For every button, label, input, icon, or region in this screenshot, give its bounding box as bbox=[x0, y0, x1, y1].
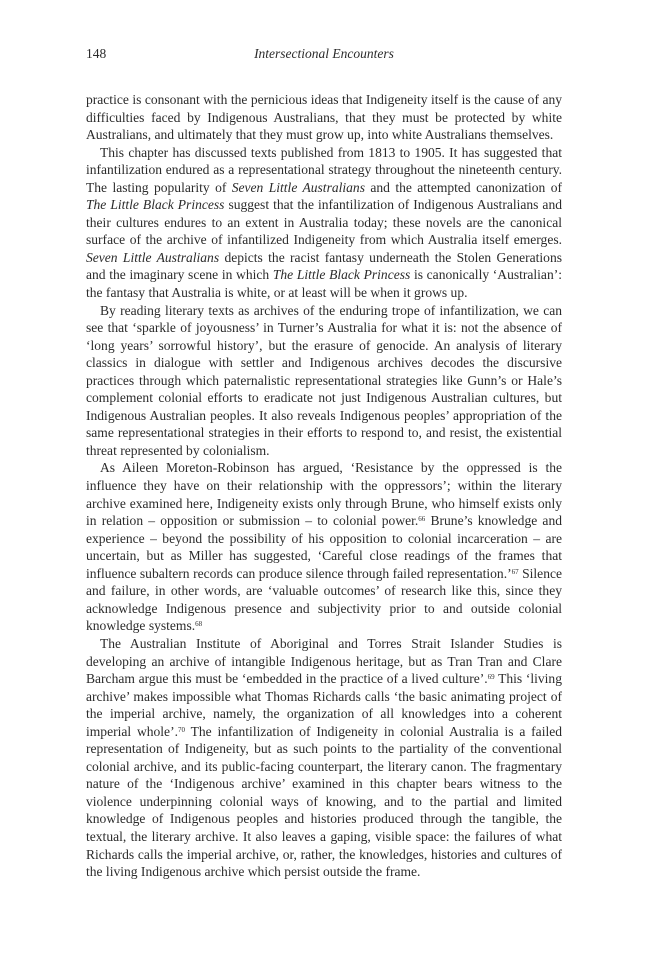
text-run: As Aileen Moreton-Robinson has argued, ‘Resistance by the oppressed is the influence they have on their relationship with the oppressors’; within the literary archive examined here, Indigeneity exists only through Brune, who himself exists only in relation – opposition or submission – to colonial power. bbox=[86, 460, 562, 529]
text-run: The infantilization of Indigeneity in colonial Australia is a failed representation of Indigeneity, but as such points to the partiality of the conventional colonial archive, and its public-facing counterpart, the literary canon. The fragmentary nature of the ‘Indigenous archive’ examined in this chapter bears witness to the violence underpinning colonial ways of knowing, and to the partial and limited knowledge of Indigenous peoples and histories produced through the tangible, the textual, the literary archive. It also leaves a gaping, visible space: the failures of what Richards calls the imperial archive, or, rather, the knowledges, histories and cultures of the living Indigenous archive which persist outside the frame. bbox=[86, 723, 563, 880]
italic-title: Seven Little Australians bbox=[231, 179, 365, 195]
text-run: Brune’s knowledge and experience – beyond the possibility of his opposition to colonial incarceration – are uncertain, but as Miller has suggested, ‘Careful close readings of the frames that influence subaltern records can produce silence through failed representation.’ bbox=[86, 513, 562, 581]
footnote-ref: 68 bbox=[195, 620, 203, 629]
text-run: practice is consonant with the pernicious ideas that Indigeneity itself is the cause of any difficulties faced by Indigenous Australians, that they must be protected by white Australians, and ultimately that they must grow up, into white Australians themselves. bbox=[86, 92, 562, 143]
footnote-ref: 66 bbox=[418, 515, 426, 524]
text-run: This chapter has discussed texts published from 1813 to 1905. It has suggested that infantilization endured as a representational strategy throughout the nineteenth century. The lasting popularity of bbox=[86, 144, 562, 195]
paragraph bbox=[86, 635, 562, 881]
running-title: Intersectional Encounters bbox=[254, 46, 394, 61]
italic-title: Seven Little Australians bbox=[86, 249, 220, 265]
page-number: 148 bbox=[86, 46, 107, 61]
text-run: and the attempted canonization of bbox=[364, 179, 562, 195]
paragraph bbox=[86, 459, 562, 634]
footnote-ref: 67 bbox=[511, 567, 519, 576]
paragraph bbox=[86, 302, 562, 460]
text-run: By reading literary texts as archives of the enduring trope of infantilization, we can see that ‘sparkle of joyousness’ in Turner’s Australia for what it is: not the absence of ‘long years’ sorrowful history’, but the erasure of genocide. An analysis of literary classics in dialogue with settler and Indigenous archives decodes the discursive practices through which paternalistic representational strategies like Gunn’s or Hale’s complement colonial efforts to eradicate not just Indigenous Australian cultures, but Indigenous Australian peoples. It also reveals Indigenous peoples’ appropriation of the same representational strategies in their efforts to respond to, and resist, the existential threat represented by colonialism. bbox=[86, 302, 562, 458]
footnote-ref: 70 bbox=[177, 725, 185, 734]
text-run: is canonically ‘Australian’: the fantasy that Australia is white, or at least will be when it grows up. bbox=[86, 267, 562, 301]
text-run: suggest that the infantilization of Indigenous Australians and their cultures endures to an extent in Australia today; these novels are the canonical surface of the archive of infantilized Indigeneity from which Australia itself emerges. bbox=[86, 197, 562, 248]
text-run: This ‘living archive’ makes impossible what Thomas Richards calls ‘the basic animating project of the imperial archive, namely, the organization of all knowledges into a coherent imperial whole’. bbox=[86, 671, 562, 739]
paragraph bbox=[86, 144, 562, 302]
body-text bbox=[86, 91, 562, 881]
italic-title: The Little Black Princess bbox=[272, 267, 411, 283]
italic-title: The Little Black Princess bbox=[86, 197, 225, 213]
text-run: Silence and failure, in other words, are ‘valuable outcomes’ of research like this, since they acknowledge Indigenous presence and subjectivity prior to and outside colonial knowledge systems. bbox=[86, 565, 562, 634]
footnote-ref: 69 bbox=[487, 673, 495, 682]
paragraph bbox=[86, 91, 562, 144]
text-run: The Australian Institute of Aboriginal and Torres Strait Islander Studies is developing an archive of intangible Indigenous heritage, but as Tran Tran and Clare Barcham argue this must be ‘embedded in the practice of a lived culture’. bbox=[86, 635, 562, 687]
text-run: depicts the racist fantasy underneath the Stolen Generations and the imaginary scene in which bbox=[86, 249, 562, 283]
page-header bbox=[86, 46, 562, 64]
